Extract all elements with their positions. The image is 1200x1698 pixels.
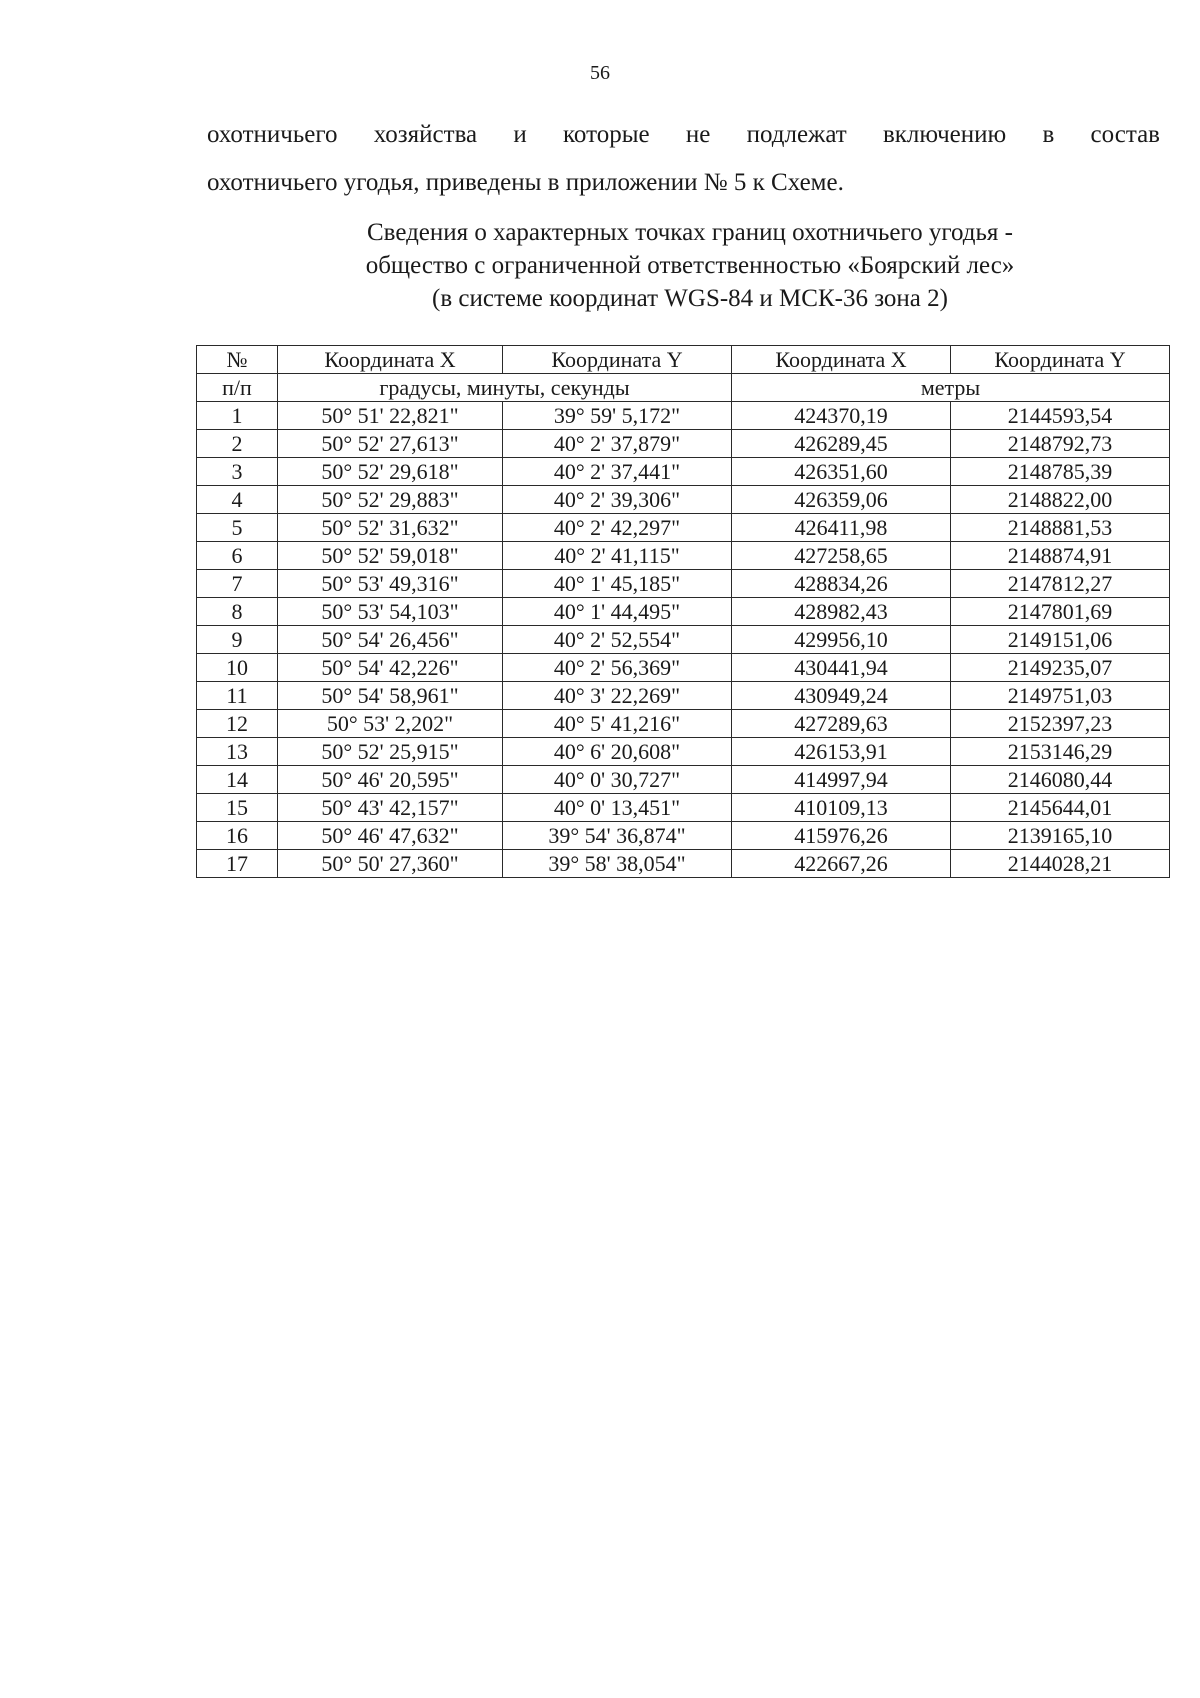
cell-y-meters: 2152397,23	[951, 710, 1170, 738]
cell-x-meters: 428982,43	[732, 598, 951, 626]
page-number: 56	[590, 62, 610, 84]
cell-x-degrees: 50° 51' 22,821"	[278, 402, 503, 430]
header-number: №	[197, 346, 278, 374]
cell-y-meters: 2148874,91	[951, 542, 1170, 570]
paragraph-line-1: охотничьего хозяйства и которые не подлежат включению в состав	[207, 121, 1160, 148]
heading-line-1: Сведения о характерных точках границ охотничьего угодья -	[366, 219, 1013, 246]
cell-y-degrees: 40° 2' 37,441"	[503, 458, 732, 486]
table-row	[197, 542, 1170, 570]
cell-x-degrees: 50° 54' 58,961"	[278, 682, 503, 710]
header-x-meters: Координата X	[732, 346, 951, 374]
cell-x-meters: 426153,91	[732, 738, 951, 766]
cell-x-meters: 427258,65	[732, 542, 951, 570]
cell-x-degrees: 50° 52' 59,018"	[278, 542, 503, 570]
cell-x-degrees: 50° 50' 27,360"	[278, 850, 503, 878]
cell-y-degrees: 40° 2' 56,369"	[503, 654, 732, 682]
table-row	[197, 626, 1170, 654]
cell-x-degrees: 50° 53' 49,316"	[278, 570, 503, 598]
cell-x-meters: 430441,94	[732, 654, 951, 682]
cell-x-degrees: 50° 54' 26,456"	[278, 626, 503, 654]
cell-y-meters: 2145644,01	[951, 794, 1170, 822]
cell-x-meters: 426351,60	[732, 458, 951, 486]
cell-x-meters: 422667,26	[732, 850, 951, 878]
header-row-units	[197, 374, 1170, 402]
header-unit-degrees: градусы, минуты, секунды	[278, 374, 732, 402]
cell-number: 9	[197, 626, 278, 654]
header-row-titles	[197, 346, 1170, 374]
cell-y-meters: 2147801,69	[951, 598, 1170, 626]
cell-x-meters: 427289,63	[732, 710, 951, 738]
cell-number: 4	[197, 486, 278, 514]
cell-x-degrees: 50° 52' 27,613"	[278, 430, 503, 458]
cell-y-meters: 2153146,29	[951, 738, 1170, 766]
table-row	[197, 682, 1170, 710]
cell-y-meters: 2148792,73	[951, 430, 1170, 458]
cell-y-degrees: 40° 6' 20,608"	[503, 738, 732, 766]
cell-x-meters: 428834,26	[732, 570, 951, 598]
cell-y-degrees: 39° 58' 38,054"	[503, 850, 732, 878]
cell-y-degrees: 40° 0' 13,451"	[503, 794, 732, 822]
table-row	[197, 402, 1170, 430]
cell-number: 7	[197, 570, 278, 598]
cell-y-meters: 2148881,53	[951, 514, 1170, 542]
cell-number: 13	[197, 738, 278, 766]
table-row	[197, 514, 1170, 542]
table-row	[197, 486, 1170, 514]
cell-number: 12	[197, 710, 278, 738]
cell-number: 8	[197, 598, 278, 626]
cell-y-meters: 2149751,03	[951, 682, 1170, 710]
cell-number: 11	[197, 682, 278, 710]
cell-y-meters: 2149151,06	[951, 626, 1170, 654]
cell-y-meters: 2149235,07	[951, 654, 1170, 682]
cell-x-meters: 424370,19	[732, 402, 951, 430]
cell-number: 5	[197, 514, 278, 542]
cell-x-meters: 410109,13	[732, 794, 951, 822]
header-y-meters: Координата Y	[951, 346, 1170, 374]
table-row	[197, 458, 1170, 486]
heading-line-2: общество с ограниченной ответственностью «Боярский лес»	[365, 252, 1015, 279]
cell-x-degrees: 50° 43' 42,157"	[278, 794, 503, 822]
cell-y-meters: 2144028,21	[951, 850, 1170, 878]
cell-y-meters: 2139165,10	[951, 822, 1170, 850]
cell-number: 2	[197, 430, 278, 458]
cell-x-degrees: 50° 53' 54,103"	[278, 598, 503, 626]
cell-y-meters: 2148785,39	[951, 458, 1170, 486]
cell-number: 16	[197, 822, 278, 850]
cell-y-degrees: 39° 59' 5,172"	[503, 402, 732, 430]
cell-y-degrees: 40° 2' 41,115"	[503, 542, 732, 570]
cell-x-degrees: 50° 52' 29,883"	[278, 486, 503, 514]
cell-x-meters: 415976,26	[732, 822, 951, 850]
cell-x-meters: 426411,98	[732, 514, 951, 542]
cell-y-degrees: 40° 5' 41,216"	[503, 710, 732, 738]
table-row	[197, 598, 1170, 626]
cell-x-degrees: 50° 54' 42,226"	[278, 654, 503, 682]
cell-y-degrees: 40° 1' 45,185"	[503, 570, 732, 598]
table-body	[197, 402, 1170, 878]
cell-number: 15	[197, 794, 278, 822]
cell-x-degrees: 50° 46' 47,632"	[278, 822, 503, 850]
coordinates-table	[196, 345, 1170, 878]
header-y-degrees: Координата Y	[503, 346, 732, 374]
cell-y-degrees: 40° 2' 37,879"	[503, 430, 732, 458]
cell-x-meters: 414997,94	[732, 766, 951, 794]
cell-number: 1	[197, 402, 278, 430]
cell-number: 14	[197, 766, 278, 794]
cell-y-degrees: 40° 1' 44,495"	[503, 598, 732, 626]
cell-y-degrees: 40° 0' 30,727"	[503, 766, 732, 794]
header-number-sub: п/п	[197, 374, 278, 402]
cell-x-degrees: 50° 52' 29,618"	[278, 458, 503, 486]
cell-x-meters: 429956,10	[732, 626, 951, 654]
cell-y-meters: 2146080,44	[951, 766, 1170, 794]
cell-x-degrees: 50° 53' 2,202"	[278, 710, 503, 738]
cell-x-degrees: 50° 52' 25,915"	[278, 738, 503, 766]
cell-y-meters: 2148822,00	[951, 486, 1170, 514]
cell-x-meters: 426359,06	[732, 486, 951, 514]
table-row	[197, 766, 1170, 794]
cell-y-degrees: 40° 2' 42,297"	[503, 514, 732, 542]
table-heading	[0, 216, 1200, 315]
cell-x-meters: 426289,45	[732, 430, 951, 458]
header-unit-meters: метры	[732, 374, 1170, 402]
header-x-degrees: Координата X	[278, 346, 503, 374]
cell-y-degrees: 40° 3' 22,269"	[503, 682, 732, 710]
paragraph-line-2: охотничьего угодья, приведены в приложении № 5 к Схеме.	[207, 169, 844, 196]
table-row	[197, 710, 1170, 738]
table-row	[197, 822, 1170, 850]
cell-number: 10	[197, 654, 278, 682]
cell-x-meters: 430949,24	[732, 682, 951, 710]
heading-line-3: (в системе координат WGS-84 и МСК-36 зона 2)	[432, 285, 948, 312]
table-row	[197, 794, 1170, 822]
table-row	[197, 430, 1170, 458]
cell-x-degrees: 50° 52' 31,632"	[278, 514, 503, 542]
cell-number: 6	[197, 542, 278, 570]
cell-x-degrees: 50° 46' 20,595"	[278, 766, 503, 794]
cell-number: 3	[197, 458, 278, 486]
cell-y-meters: 2144593,54	[951, 402, 1170, 430]
table-row	[197, 850, 1170, 878]
table-row	[197, 738, 1170, 766]
table-row	[197, 654, 1170, 682]
cell-y-meters: 2147812,27	[951, 570, 1170, 598]
cell-y-degrees: 39° 54' 36,874"	[503, 822, 732, 850]
cell-number: 17	[197, 850, 278, 878]
cell-y-degrees: 40° 2' 52,554"	[503, 626, 732, 654]
cell-y-degrees: 40° 2' 39,306"	[503, 486, 732, 514]
table-row	[197, 570, 1170, 598]
